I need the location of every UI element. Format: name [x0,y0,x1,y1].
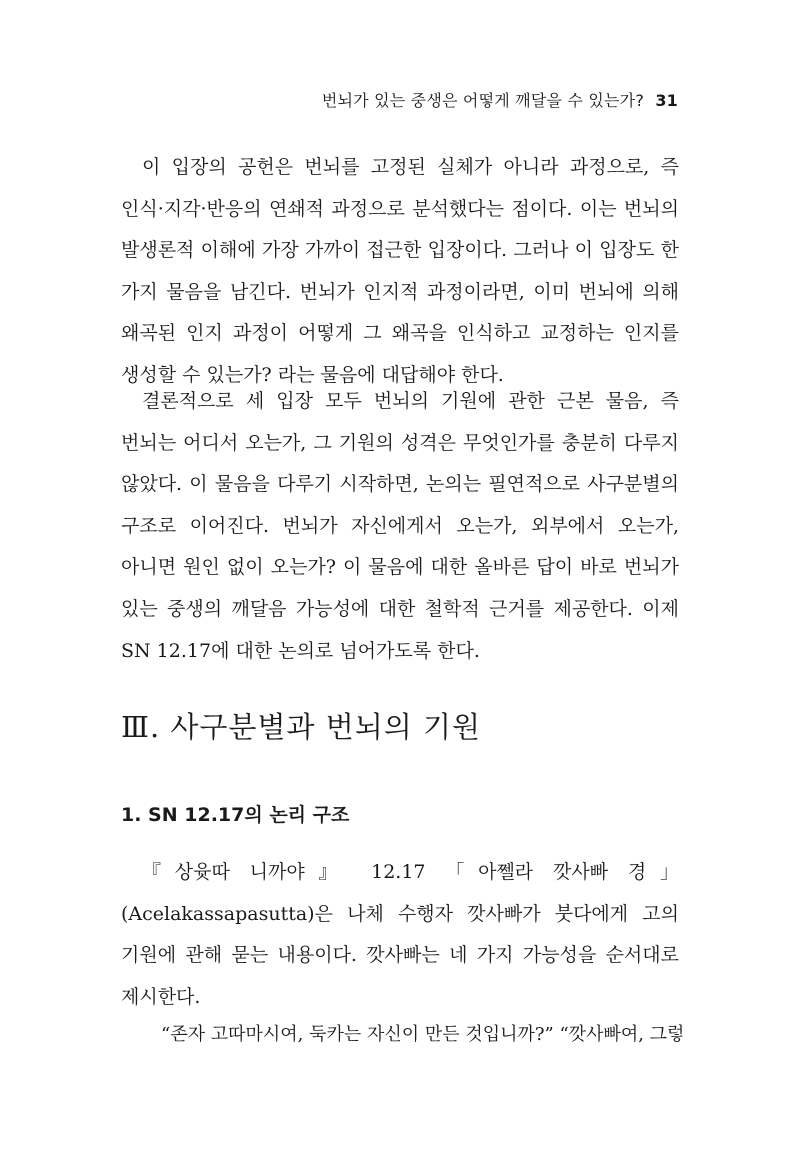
subsection-heading: 1. SN 12.17의 논리 구조 [121,804,350,826]
body-paragraph-3: 『상윳따 니까야』 12.17 「아쩰라 깟사빠 경」(Acelakassapasutta)은 나체 수행자 깟사빠가 붓다에게 고의 기원에 관해 묻는 내용이다. 깟사빠는 네 가지 가능성을 순서대로 제시한다. [121,861,679,1008]
page-number: 31 [655,91,678,110]
section-heading: Ⅲ. 사구분별과 번뇌의 기원 [121,710,481,744]
body-paragraph-2: 결론적으로 세 입장 모두 번뇌의 기원에 관한 근본 물음, 즉 번뇌는 어디서 오는가, 그 기원의 성격은 무엇인가를 충분히 다루지 않았다. 이 물음을 다루기 시작하면, 논의는 필연적으로 사구분별의 구조로 이어진다. 번뇌가 자신에게서 오는가, 외부에서 오는가, 아니면 원인 없이 오는가? 이 물음에 대한 올바른 답이 바로 번뇌가 있는 중생의 깨달음 가능성에 대한 철학적 근거를 제공한다. 이제 SN 12.17에 대한 논의로 넘어가도록 한다. [121,390,679,662]
block-quote: “존자 고따마시여, 둑카는 자신이 만든 것입니까?” “깟사빠여, 그렇 [161,1024,685,1045]
body-paragraph-1: 이 입장의 공헌은 번뇌를 고정된 실체가 아니라 과정으로, 즉 인식·지각·반응의 연쇄적 과정으로 분석했다는 점이다. 이는 번뇌의 발생론적 이해에 가장 가까이 접근한 입장이다. 그러나 이 입장도 한 가지 물음을 남긴다. 번뇌가 인지적 과정이라면, 이미 번뇌에 의해 왜곡된 인지 과정이 어떻게 그 왜곡을 인식하고 교정하는 인지를 생성할 수 있는가? 라는 물음에 대답해야 한다. [121,156,679,386]
header-title: 번뇌가 있는 중생은 어떻게 깨달을 수 있는가? [321,91,645,110]
running-header [322,88,678,111]
